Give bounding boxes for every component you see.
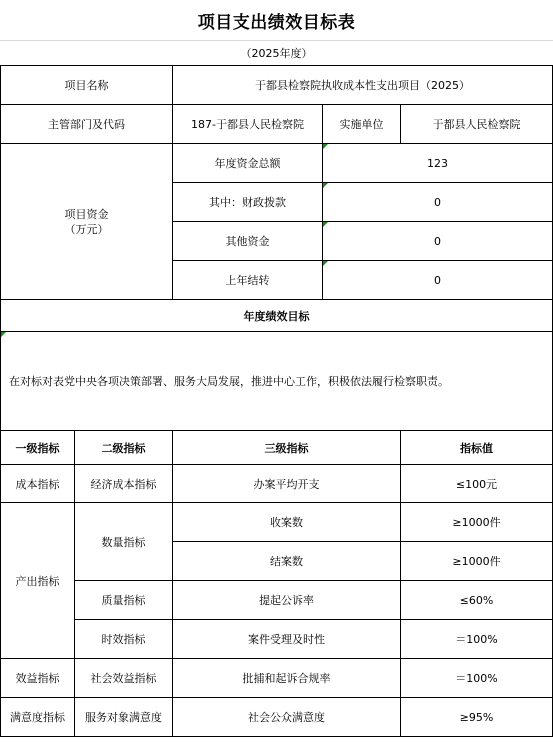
sheet-title: 项目支出绩效目标表 [197, 12, 356, 33]
table-row [1, 698, 553, 737]
department-label: 主管部门及代码 [1, 105, 173, 144]
fund-label [1, 144, 173, 300]
table-row [1, 581, 553, 620]
fund-other-value[interactable]: 0 [323, 222, 553, 261]
benefit-level1: 效益指标 [1, 659, 75, 698]
benefit-level2: 社会效益指标 [75, 659, 173, 698]
timeliness-level2: 时效指标 [75, 620, 173, 659]
fund-other-label: 其他资金 [173, 222, 323, 261]
project-name-row [1, 66, 553, 105]
table-row [1, 620, 553, 659]
satisfaction-level3[interactable]: 社会公众满意度 [173, 698, 401, 737]
received-cases-value[interactable]: ≥1000件 [401, 503, 553, 542]
quality-level3[interactable]: 提起公诉率 [173, 581, 401, 620]
closed-cases-level3[interactable]: 结案数 [173, 542, 401, 581]
fund-label-line2: （万元） [64, 222, 109, 236]
fund-row [1, 144, 553, 183]
timeliness-value[interactable]: ＝100% [401, 620, 553, 659]
annual-goal-row [1, 332, 553, 431]
table-row [1, 659, 553, 698]
table-row [1, 465, 553, 503]
quality-value[interactable]: ≤60% [401, 581, 553, 620]
table-row [1, 503, 553, 542]
annual-goal-header-row [1, 300, 553, 332]
implementer-value[interactable]: 于都县人民检察院 [401, 105, 553, 144]
header-value: 指标值 [401, 431, 553, 465]
cost-level1: 成本指标 [1, 465, 75, 503]
quality-level2: 质量指标 [75, 581, 173, 620]
satisfaction-value[interactable]: ≥95% [401, 698, 553, 737]
fund-total-value[interactable]: 123 [323, 144, 553, 183]
cost-level3[interactable]: 办案平均开支 [173, 465, 401, 503]
fund-fiscal-label: 其中：财政拨款 [173, 183, 323, 222]
fund-fiscal-value[interactable]: 0 [323, 183, 553, 222]
output-level1: 产出指标 [1, 503, 75, 659]
fund-total-label: 年度资金总额 [173, 144, 323, 183]
benefit-level3[interactable]: 批捕和起诉合规率 [173, 659, 401, 698]
project-name-label: 项目名称 [1, 66, 173, 105]
fund-carryover-label: 上年结转 [173, 261, 323, 300]
header-level1: 一级指标 [1, 431, 75, 465]
implementer-label: 实施单位 [323, 105, 401, 144]
annual-goal-text[interactable]: 在对标对表党中央各项决策部署、服务大局发展，推进中心工作，积极依法履行检察职责。 [1, 332, 553, 431]
indicator-header-row [1, 431, 553, 465]
received-cases-level3[interactable]: 收案数 [173, 503, 401, 542]
header-level2: 二级指标 [75, 431, 173, 465]
fiscal-year: （2025年度） [240, 47, 313, 60]
header-level3: 三级指标 [173, 431, 401, 465]
quantity-level2: 数量指标 [75, 503, 173, 581]
annual-goal-label: 年度绩效目标 [1, 300, 553, 332]
satisfaction-level1: 满意度指标 [1, 698, 75, 737]
target-table [0, 65, 553, 737]
project-name-value[interactable]: 于都县检察院执收成本性支出项目（2025） [173, 66, 553, 105]
timeliness-level3[interactable]: 案件受理及时性 [173, 620, 401, 659]
benefit-value[interactable]: ＝100% [401, 659, 553, 698]
department-value[interactable]: 187-于都县人民检察院 [173, 105, 323, 144]
cost-value[interactable]: ≤100元 [401, 465, 553, 503]
fund-carryover-value[interactable]: 0 [323, 261, 553, 300]
department-row [1, 105, 553, 144]
closed-cases-value[interactable]: ≥1000件 [401, 542, 553, 581]
fund-label-line1: 项目资金 [64, 207, 109, 221]
satisfaction-level2: 服务对象满意度 [75, 698, 173, 737]
cost-level2: 经济成本指标 [75, 465, 173, 503]
